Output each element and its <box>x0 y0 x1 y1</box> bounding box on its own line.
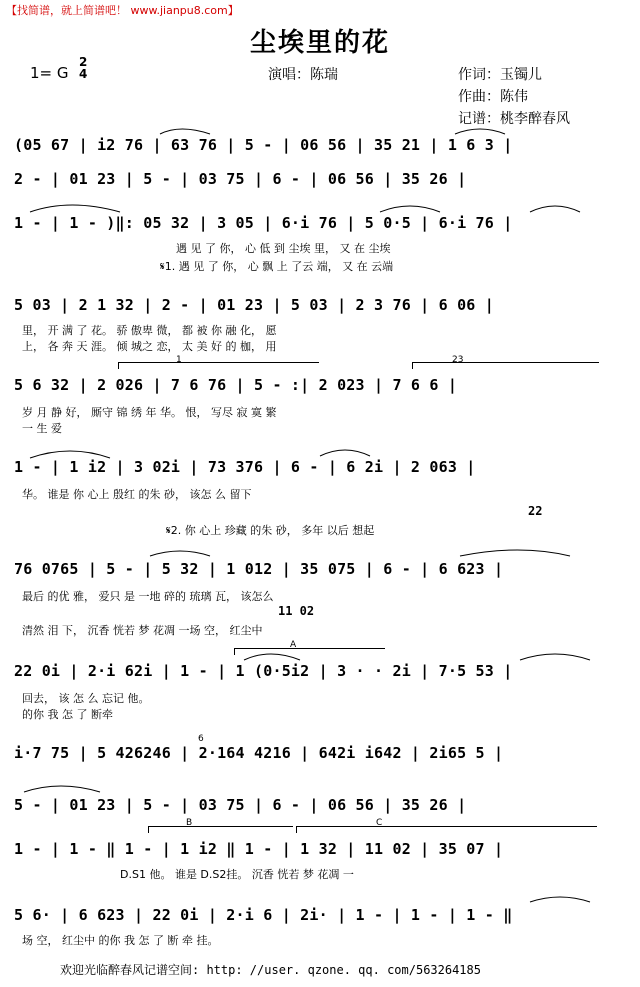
lyric-row-8-verse-1: 回去， 该 怎 么 忘记 他。 <box>22 692 150 705</box>
score-row-8: 22 0i | 2·i 62i | 1 - | 1 (0·5i2 | 3 · · 2i | 7·5 53 | <box>14 662 513 680</box>
volta-label-b: B <box>186 818 193 828</box>
lyric-row-12: 场 空， 红尘中 的你 我 怎 了 断 牵 挂。 <box>22 934 219 947</box>
volta-label-c: C <box>376 818 383 828</box>
lyric-row-4-verse-1: 里， 开 满 了 花。 骄 傲卑 微， 都 被 你 融 化， 愿 <box>22 324 277 337</box>
lyric-row-8-verse-2: 的你 我 怎 了 断牵 <box>22 708 113 721</box>
lyric-row-3-verse-1: 遇 见 了 你， 心 低 到 尘埃 里， 又 在 尘埃 <box>176 242 391 255</box>
time-signature-top: 2 <box>79 55 88 69</box>
volta-label-23: 23 <box>452 355 464 365</box>
lyric-row-7-verse-1: 最后 的优 雅， 爱只 是 一地 碎的 琉璃 瓦， 该怎么 <box>22 590 274 603</box>
transcriber-credit: 记谱：桃李醉春风 <box>458 111 570 127</box>
slur-mark <box>520 654 590 660</box>
score-row-10: 5 - | 01 23 | 5 - | 03 75 | 6 - | 06 56 | 35 26 | <box>14 796 467 814</box>
score-row-4: 5 03 | 2 1 32 | 2 - | 01 23 | 5 03 | 2 3 76 | 6 06 | <box>14 296 494 314</box>
slur-mark <box>150 551 210 556</box>
slur-mark <box>460 550 570 556</box>
slur-mark <box>30 205 120 212</box>
volta-label-1: 1 <box>176 355 182 365</box>
score-row-7: 76 0765 | 5 - | 5 32 | 1 012 | 35 075 | 6 - | 6 623 | <box>14 560 504 578</box>
score-row-5: 5 6 32 | 2 026 | 7 6 76 | 5 - :| 2 023 | 7 6 6 | <box>14 376 458 394</box>
lyric-row-5-verse-2: 一 生 爱 <box>22 422 62 435</box>
score-row-2: 2 - | 01 23 | 5 - | 03 75 | 6 - | 06 56 | 35 26 | <box>14 170 467 188</box>
slur-mark <box>320 450 370 456</box>
slur-mark <box>160 129 210 134</box>
composer-credit: 作曲：陈伟 <box>458 89 528 105</box>
song-title: 尘埃里的花 <box>249 28 390 58</box>
lyric-row-3-verse-2: 𝄋1. 遇 见 了 你， 心 飘 上 了云 端， 又 在 云端 <box>160 260 394 273</box>
time-signature-bottom: 4 <box>79 67 88 81</box>
slur-mark <box>30 451 110 458</box>
lyric-row-6-verse-2: 𝄋2. 你 心上 珍藏 的朱 砂， 多年 以后 想起 <box>166 524 375 537</box>
lyric-row-11: D.S1 他。 谁是 D.S2挂。 沉香 恍若 梦 花凋 一 <box>120 868 354 881</box>
slur-mark <box>530 897 590 902</box>
lyric-row-6-verse-1: 华。 谁是 你 心上 殷红 的朱 砂， 该怎 么 留下 <box>22 488 252 501</box>
tuplet-label-6: 6 <box>198 734 204 744</box>
score-row-6: 1 - | 1 i2 | 3 02i | 73 376 | 6 - | 6 2i | 2 063 | <box>14 458 476 476</box>
slur-mark <box>380 206 440 212</box>
singer-credit: 演唱：陈瑞 <box>268 67 338 83</box>
volta-label-a: A <box>290 640 297 650</box>
score-row-12: 5 6· | 6 623 | 22 0i | 2·i 6 | 2i· | 1 - | 1 - | 1 - ‖ <box>14 906 513 924</box>
site-watermark[interactable]: 【找简谱，就上简谱吧！ www.jianpu8.com】 <box>6 4 239 17</box>
slur-mark <box>24 786 100 792</box>
upper-notes-row-6: 22 <box>528 504 543 518</box>
slur-mark <box>244 654 300 660</box>
lyricist-credit: 作词：玉镯儿 <box>458 67 542 83</box>
footer-link[interactable]: 欢迎光临醉春风记谱空间: http: //user. qzone. qq. com/563264185 <box>60 963 481 977</box>
score-row-9: i·7 75 | 5 426246 | 2·164 4216 | 642i i642 | 2i65 5 | <box>14 744 504 762</box>
key-signature: 1= G <box>30 64 69 82</box>
score-row-11: 1 - | 1 - ‖ 1 - | 1 i2 ‖ 1 - | 1 32 | 11 02 | 35 07 | <box>14 840 504 858</box>
slur-mark <box>530 206 580 212</box>
slur-mark <box>455 129 505 134</box>
lyric-row-5-verse-1: 岁 月 静 好， 厮守 锦 绣 年 华。 恨， 写尽 寂 寞 繁 <box>22 406 277 419</box>
upper-notes-row-7: 11 02 <box>278 604 315 618</box>
lyric-row-7-verse-2: 清然 泪 下， 沉香 恍若 梦 花凋 一场 空， 红尘中 <box>22 624 263 637</box>
score-row-1: (05 67 | i2 76 | 63 76 | 5 - | 06 56 | 35 21 | 1 6 3 | <box>14 136 513 154</box>
lyric-row-4-verse-2: 上， 各 奔 天 涯。 倾 城之 恋， 太 美 好 的 枷， 用 <box>22 340 277 353</box>
score-row-3: 1 - | 1 - )‖: 05 32 | 3 05 | 6·i 76 | 5 0·5 | 6·i 76 | <box>14 214 513 232</box>
